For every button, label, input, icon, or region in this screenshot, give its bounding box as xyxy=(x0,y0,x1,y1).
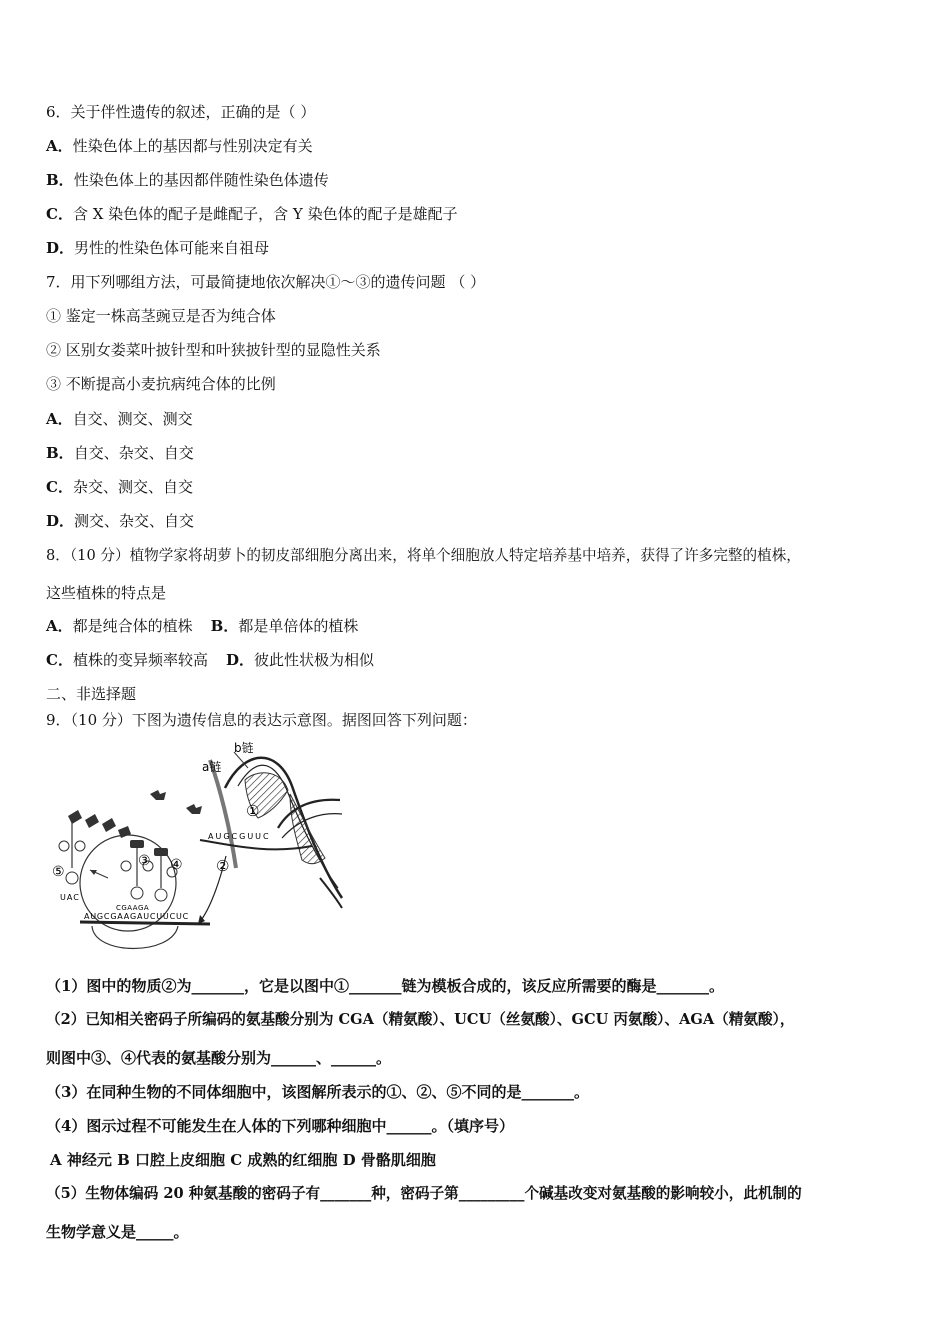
q6-stem: 6．关于伴性遗传的叙述，正确的是（ ） xyxy=(46,103,316,121)
q9-sub4-options: A 神经元 B 口腔上皮细胞 C 成熟的红细胞 D 骨骼肌细胞 xyxy=(50,1151,436,1169)
marker-5: ⑤ xyxy=(52,864,65,880)
trna-anticodons: CGAAGA xyxy=(116,904,150,912)
q8-stem-line1: 8．（10 分）植物学家将胡萝卜的韧皮部细胞分离出来，将单个细胞放人特定培养基中培养，获得了许多完整的植株， xyxy=(46,547,801,564)
marker-2: ② xyxy=(216,857,230,875)
mrna-lower-bases: AUGCGAAGAUCUUCUC xyxy=(84,912,189,921)
q7-option-c: C．杂交、测交、自交 xyxy=(46,478,193,496)
q9-sub2-line1: （2）已知相关密码子所编码的氨基酸分别为 CGA（精氨酸）、UCU（丝氨酸）、GCU 丙氨酸）、AGA（精氨酸）， xyxy=(46,1011,795,1028)
mrna-upper-bases: AUGCGUUC xyxy=(208,832,271,841)
q9-sub4: （4）图示过程不可能发生在人体的下列哪种细胞中______。（填序号） xyxy=(46,1117,514,1135)
q7-option-a: A．自交、测交、测交 xyxy=(46,410,193,428)
q7-item-1: ① 鉴定一株高茎豌豆是否为纯合体 xyxy=(46,307,276,325)
a-chain-label: a链 xyxy=(202,760,222,774)
q8-options-row2: C．植株的变异频率较高 D．彼此性状极为相似 xyxy=(46,651,374,669)
q6-option-d: D．男性的性染色体可能来自祖母 xyxy=(46,239,270,257)
q7-option-b: B．自交、杂交、自交 xyxy=(46,444,194,462)
q9-sub3: （3）在同种生物的不同体细胞中，该图解所表示的①、②、⑤不同的是_______。 xyxy=(46,1083,589,1101)
trna-3 xyxy=(121,840,153,899)
amino-acid-chain xyxy=(68,790,202,838)
q9-sub5-line2: 生物学意义是_____。 xyxy=(46,1223,189,1241)
q9-sub1: （1）图中的物质②为_______，它是以图中①_______链为模板合成的，该反应所需要的酶是_______。 xyxy=(46,977,724,995)
marker-1: ① xyxy=(246,802,260,820)
q9-stem: 9．（10 分）下图为遗传信息的表达示意图。据图回答下列问题： xyxy=(46,711,477,729)
mrna-strand-upper xyxy=(200,840,312,849)
gene-expression-diagram xyxy=(50,738,350,960)
anticodon-label: UAC xyxy=(60,893,80,902)
q7-stem: 7．用下列哪组方法，可最简捷地依次解决①～③的遗传问题 （ ） xyxy=(46,273,486,291)
marker-4: ④ xyxy=(170,857,183,873)
section-heading: 二、非选择题 xyxy=(46,685,137,703)
ribosome-small-subunit xyxy=(92,926,178,949)
gene-expression-figure xyxy=(50,738,350,960)
q8-stem-line2: 这些植株的特点是 xyxy=(46,584,167,602)
q7-item-3: ③ 不断提高小麦抗病纯合体的比例 xyxy=(46,375,276,393)
trna-4 xyxy=(154,848,177,901)
q8-options-row1: A．都是纯合体的植株 B．都是单倍体的植株 xyxy=(46,617,359,635)
mrna-strand-lower xyxy=(80,922,210,924)
q7-item-2: ② 区别女娄菜叶披针型和叶狭披针型的显隐性关系 xyxy=(46,341,381,359)
q9-sub2-line2: 则图中③、④代表的氨基酸分别为______、______。 xyxy=(46,1049,392,1067)
marker-3: ③ xyxy=(138,853,151,869)
q6-option-c: C．含 X 染色体的配子是雌配子，含 Y 染色体的配子是雄配子 xyxy=(46,205,458,223)
q9-sub5-line1: （5）生物体编码 20 种氨基酸的密码子有_______种，密码子第_________个碱基改变对氨基酸的影响较小，此机制的 xyxy=(46,1185,802,1202)
q7-option-d: D．测交、杂交、自交 xyxy=(46,512,195,530)
q6-option-a: A．性染色体上的基因都与性别决定有关 xyxy=(46,137,313,155)
b-chain-label: b链 xyxy=(234,741,254,755)
q6-option-b: B．性染色体上的基因都伴随性染色体遗传 xyxy=(46,171,329,189)
